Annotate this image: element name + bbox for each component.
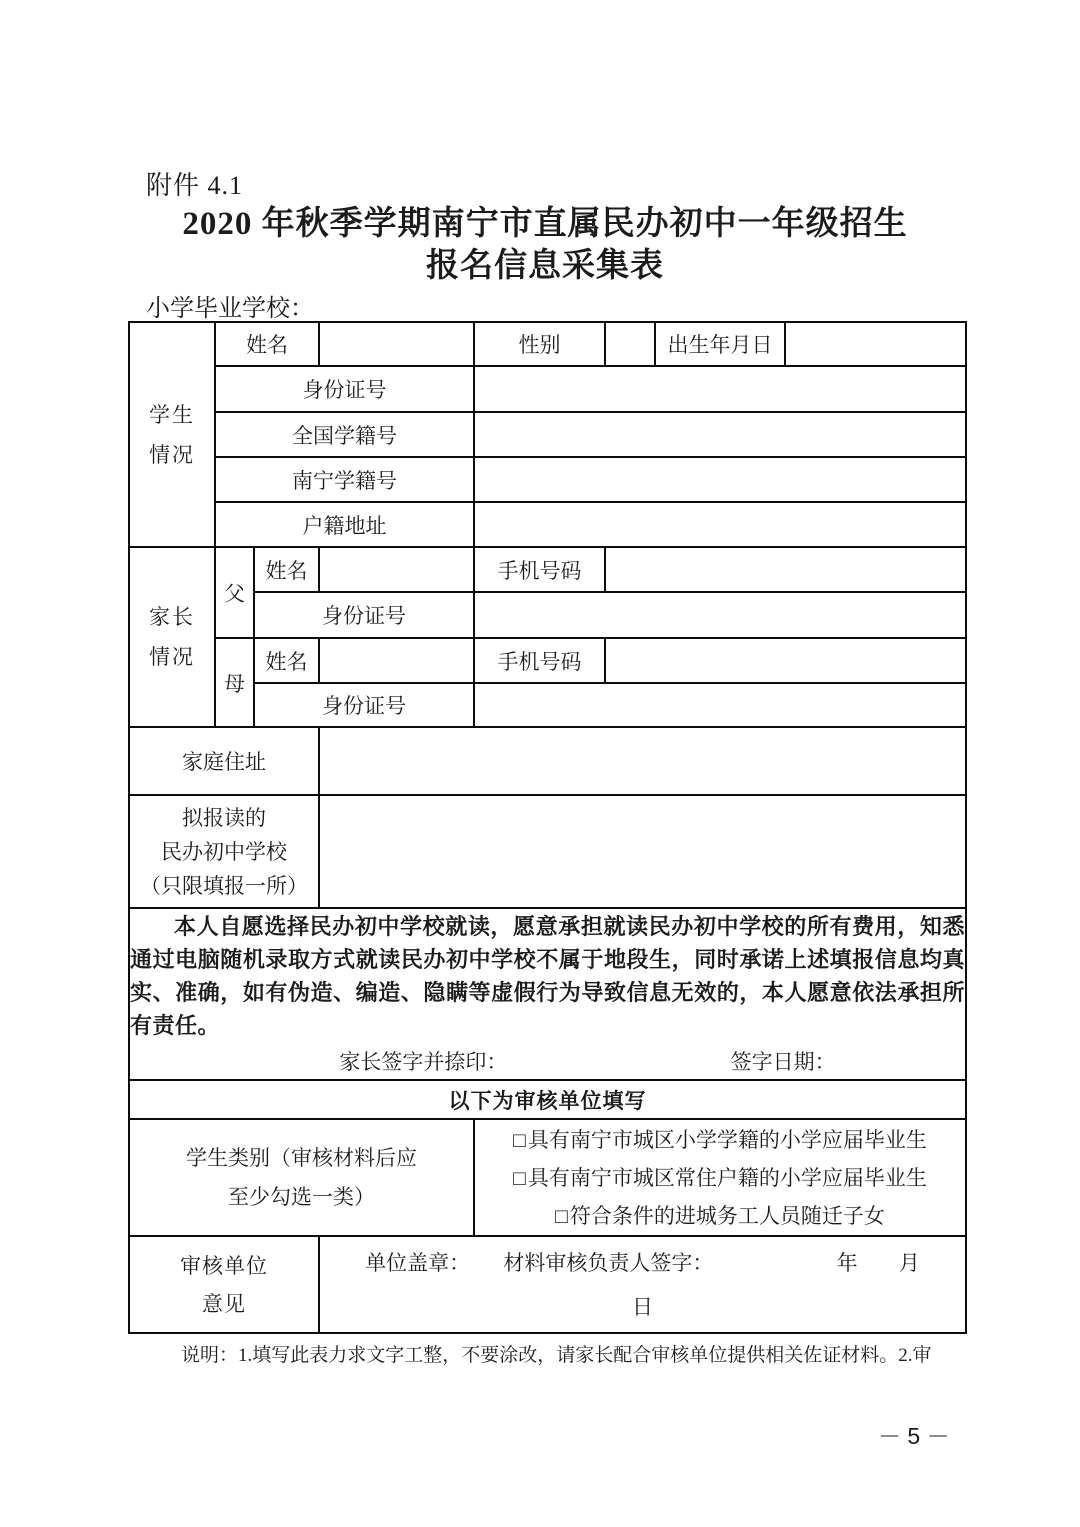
student-id-field[interactable] [474, 366, 966, 412]
parent-signature-label: 家长签字并捺印： [339, 1050, 508, 1074]
graduated-school-line [146, 288, 494, 323]
residence-address-label: 户籍地址 [215, 502, 474, 547]
checkbox-icon[interactable]: □ [513, 1127, 526, 1152]
table-row [129, 1080, 966, 1119]
signature-line [130, 1046, 965, 1078]
table-row [129, 502, 966, 547]
nanning-student-id-field[interactable] [474, 457, 966, 502]
table-row [129, 683, 966, 727]
page-title-line2: 报名信息采集表 [426, 248, 664, 284]
home-address-label: 家庭住址 [129, 727, 319, 795]
national-student-id-field[interactable] [474, 412, 966, 457]
table-row [129, 795, 966, 908]
form-note: 说明：1.填写此表力求文字工整，不要涂改，请家长配合审核单位提供相关佐证材料。2.审 [181, 1345, 932, 1366]
mother-name-field[interactable] [319, 638, 474, 683]
category-option-label: 具有南宁市城区小学学籍的小学应届毕业生 [527, 1127, 927, 1152]
table-row [129, 412, 966, 457]
father-name-label: 姓名 [254, 547, 319, 592]
mother-id-field[interactable] [474, 683, 966, 727]
table-row [129, 638, 966, 683]
category-option [475, 1159, 965, 1197]
month-label: 月 [898, 1250, 920, 1275]
intended-school-label: 拟报读的 民办初中学校 （只限填报一所） [129, 795, 319, 908]
student-name-label: 姓名 [215, 322, 319, 366]
student-id-label: 身份证号 [215, 366, 474, 412]
category-option-label: 具有南宁市城区常住户籍的小学应届毕业生 [527, 1165, 927, 1190]
page-number: － 5 － [878, 1423, 950, 1449]
page-title-line1: 2020 年秋季学期南宁市直属民办初中一年级招生 [182, 206, 908, 242]
table-row [129, 1236, 966, 1333]
student-birthdate-field[interactable] [785, 322, 966, 366]
checkbox-icon[interactable]: □ [513, 1165, 526, 1190]
declaration-cell [129, 908, 966, 1080]
father-id-label: 身份证号 [254, 592, 474, 638]
checkbox-icon[interactable]: □ [555, 1203, 568, 1228]
table-row [129, 727, 966, 795]
table-row [129, 908, 966, 1080]
parent-section-label: 家长 情况 [129, 547, 215, 727]
signature-date-label: 签字日期： [730, 1050, 836, 1074]
opinion-line1 [320, 1241, 965, 1285]
table-row [129, 457, 966, 502]
father-label: 父 [215, 547, 254, 638]
page-title [100, 203, 990, 287]
student-gender-field[interactable] [605, 322, 655, 366]
father-name-field[interactable] [319, 547, 474, 592]
review-section-header: 以下为审核单位填写 [129, 1080, 966, 1119]
declaration-text: 本人自愿选择民办初中学校就读，愿意承担就读民办初中学校的所有费用，知悉通过电脑随机录取方式就读民办初中学校不属于地段生，同时承诺上述填报信息均真实、准确，如有伪造、编造、隐瞒等虚假行为导致信息无效的，本人愿意依法承担所有责任。 [130, 914, 965, 1038]
table-row [129, 366, 966, 412]
intended-school-field[interactable] [319, 795, 966, 908]
graduated-school-field[interactable] [314, 292, 494, 316]
review-opinion-cell [319, 1236, 966, 1333]
graduated-school-label: 小学毕业学校： [146, 296, 314, 322]
category-option [475, 1197, 965, 1235]
student-gender-label: 性别 [474, 322, 605, 366]
reviewer-signature-label: 材料审核负责人签字： [503, 1250, 714, 1275]
unit-stamp-label: 单位盖章： [365, 1250, 471, 1275]
father-phone-label: 手机号码 [474, 547, 605, 592]
student-category-label: 学生类别（审核材料后应 至少勾选一类） [129, 1119, 474, 1236]
table-row [129, 322, 966, 366]
student-category-options [474, 1119, 966, 1236]
nanning-student-id-label: 南宁学籍号 [215, 457, 474, 502]
category-option-label: 符合条件的进城务工人员随迁子女 [569, 1203, 885, 1228]
registration-form-table [128, 321, 967, 1334]
category-option [475, 1121, 965, 1159]
residence-address-field[interactable] [474, 502, 966, 547]
national-student-id-label: 全国学籍号 [215, 412, 474, 457]
day-label: 日 [632, 1294, 653, 1319]
table-row [129, 547, 966, 592]
table-row [129, 592, 966, 638]
mother-name-label: 姓名 [254, 638, 319, 683]
year-label: 年 [836, 1250, 858, 1275]
opinion-line2 [320, 1285, 965, 1329]
student-birthdate-label: 出生年月日 [655, 322, 785, 366]
table-row [129, 1119, 966, 1236]
review-opinion-label: 审核单位 意见 [129, 1236, 319, 1333]
mother-id-label: 身份证号 [254, 683, 474, 727]
mother-phone-label: 手机号码 [474, 638, 605, 683]
mother-label: 母 [215, 638, 254, 727]
attachment-label: 附件 4.1 [146, 171, 244, 200]
student-section-label: 学生 情况 [129, 322, 215, 547]
home-address-field[interactable] [319, 727, 966, 795]
father-id-field[interactable] [474, 592, 966, 638]
mother-phone-field[interactable] [605, 638, 966, 683]
father-phone-field[interactable] [605, 547, 966, 592]
student-name-field[interactable] [319, 322, 474, 366]
